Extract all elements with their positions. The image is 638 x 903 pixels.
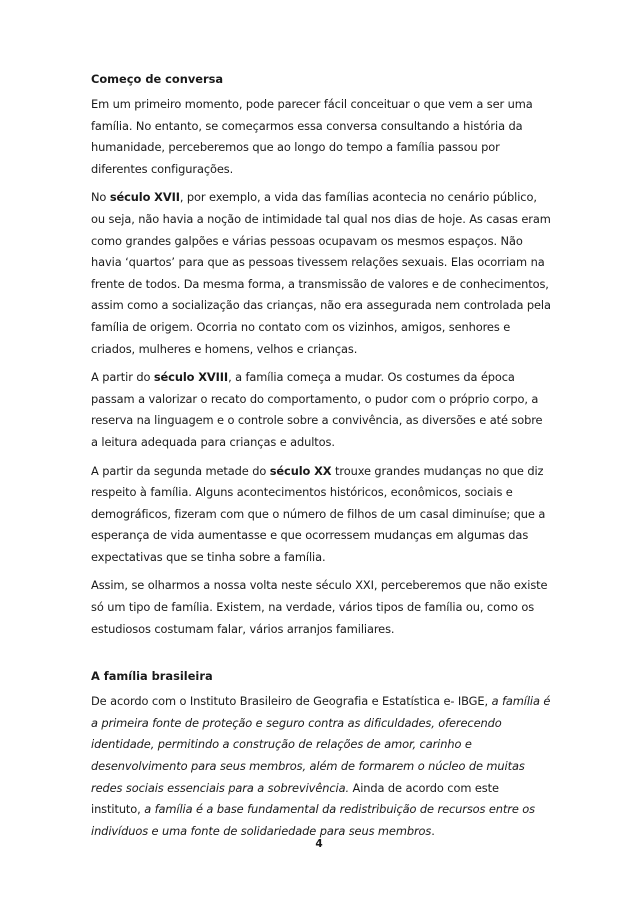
paragraph-seculo-xviii [91,367,551,453]
paragraph-seculo-xvii [91,187,551,360]
paragraph-text: trouxe grandes mudanças no que diz respeito à família. Alguns acontecimentos históricos, econômicos, sociais e demográficos, fizeram com que o número de filhos de um casal diminuíse; que a esperança de vida aumentasse e que ocorressem mudanças em algumas das expectativas que se tinha sobre a família. [91,463,546,564]
page-content [91,69,551,849]
paragraph-intro: Em um primeiro momento, pode parecer fácil conceituar o que vem a ser uma família. No entanto, se começarmos essa conversa consultando a história da humanidade, perceberemos que ao longo do tempo a família passou por diferentes configurações. [91,97,533,176]
paragraph-text: De acordo com o Instituto Brasileiro de Geografia e Estatística e- IBGE, [91,694,492,709]
bold-term: século XVIII [153,370,229,385]
paragraph-seculo-xx [91,461,551,569]
paragraph-text: No [91,190,110,205]
section-heading-familia-brasileira: A família brasileira [91,669,213,684]
page-number: 4 [315,838,323,850]
bold-term: século XX [269,463,332,478]
paragraph-text: Ainda de acordo com este instituto, [91,780,499,817]
italic-quote: a família é a base fundamental da redistribuição de recursos entre os indivíduos e uma fonte de solidariedade para seus membros [91,802,536,838]
paragraph-ibge [91,691,551,842]
paragraph-text: A partir do [91,370,154,385]
section-heading-comeco-de-conversa: Começo de conversa [91,72,224,86]
paragraph-text: A partir da segunda metade do [91,463,270,478]
paragraph-text: , a família começa a mudar. Os costumes da época passam a valorizar o recato do comportamento, o pudor com o próprio corpo, a reserva na linguagem e o controle sobre a convivência, as diversões e até sobre a leitura adequada para crianças e adultos. [91,370,543,449]
paragraph-seculo-xxi: Assim, se olharmos a nossa volta neste século XXI, perceberemos que não existe só um tipo de família. Existem, na verdade, vários tipos de família ou, como os estudiosos costumam falar, vários arranjos familiares. [91,578,548,636]
bold-term: século XVII [109,190,180,205]
paragraph-text: , por exemplo, a vida das famílias acontecia no cenário público, ou seja, não havia a noção de intimidade tal qual nos dias de hoje. As casas eram como grandes galpões e várias pessoas ocupavam os mesmos espaços. Não havia ‘quartos’ para que as pessoas tivessem relações sexuais. Elas ocorriam na frente de todos. Da mesma forma, a transmissão de valores e de conhecimentos, assim como a socialização das crianças, não era assegurada nem controlada pela família de origem. Ocorria no contato com os vizinhos, amigos, senhores e criados, mulheres e homens, velhos e crianças. [91,190,551,356]
paragraph-text: . [431,823,435,838]
italic-quote: a família é a primeira fonte de proteção e seguro contra as dificuldades, oferecendo identidade, permitindo a construção de relações de amor, carinho e desenvolvimento para seus membros, além de formarem o núcleo de muitas redes sociais essenciais para a sobrevivência. [91,694,551,795]
